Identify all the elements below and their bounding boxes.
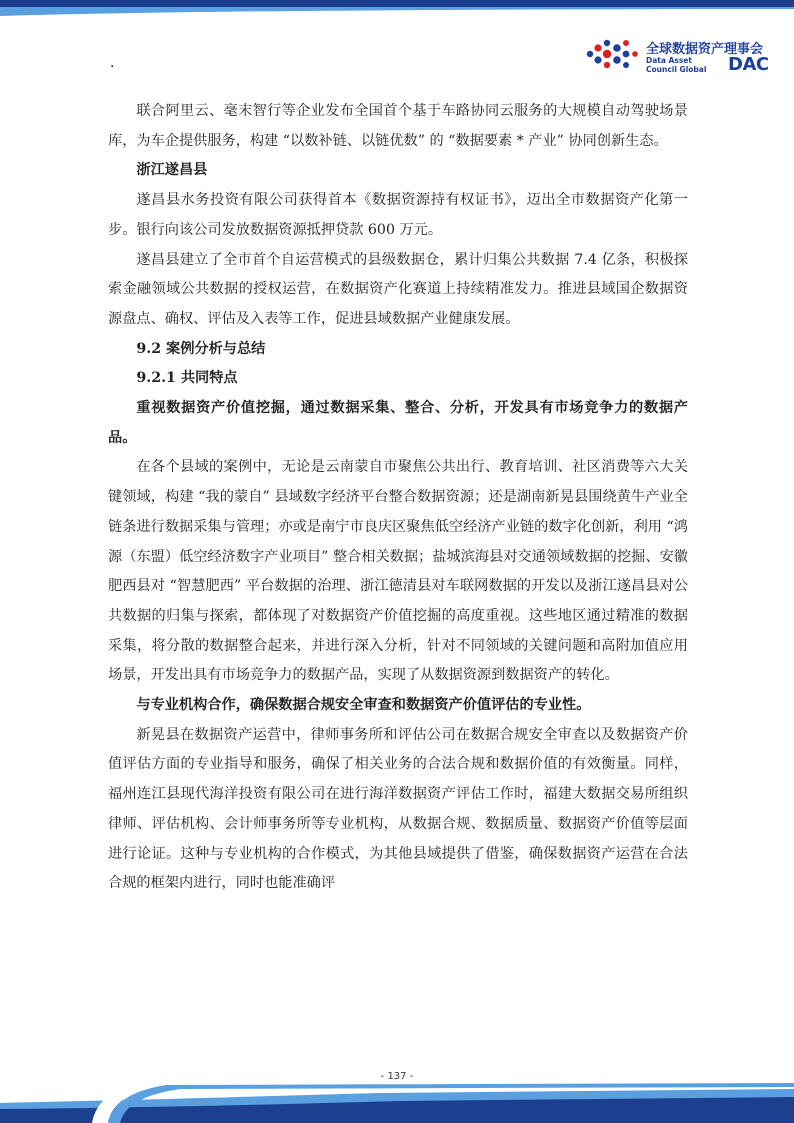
logo-name-cn: 全球数据资产理事会 (646, 42, 764, 57)
page-content (108, 97, 688, 899)
logo-name-en-line1: Data Asset (646, 56, 692, 65)
paragraph: 遂昌县水务投资有限公司获得首本《数据资源持有权证书》，迈出全市数据资产化第一步。银行向该公司发放数据资源抵押贷款 600 万元。 (108, 192, 688, 238)
bold-lead: 与专业机构合作，确保数据合规安全审查和数据资产价值评估的专业性。 (136, 697, 591, 714)
page-bullet: · (110, 59, 115, 75)
section-heading: 浙江遂昌县 (136, 162, 208, 179)
paragraph: 联合阿里云、毫末智行等企业发布全国首个基于车路协同云服务的大规模自动驾驶场景库，为车企提供服务，构建 “以数补链、以链优数” 的 “数据要素 * 产业” 协同创新生态。 (108, 103, 688, 149)
paragraph: 遂昌县建立了全市首个自运营模式的县级数据仓，累计归集公共数据 7.4 亿条，积极探索金融领域公共数据的授权运营，在数据资产化赛道上持续精准发力。推进县域国企数据资源盘点、确权、评估及入表等工作，促进县域数据产业健康发展。 (108, 251, 688, 327)
logo-mark-icon (584, 38, 644, 78)
subsection-heading: 9.2.1 共同特点 (136, 370, 238, 387)
footer-band (0, 1063, 794, 1123)
logo-name-en-line2: Council Global (646, 65, 707, 74)
page-number: - 137 - (380, 1071, 414, 1082)
paragraph: 新晃县在数据资产运营中，律师事务所和评估公司在数据合规安全审查以及数据资产价值评估方面的专业指导和服务，确保了相关业务的合法合规和数据价值的有效衡量。同样，福州连江县现代海洋投资有限公司在进行海洋数据资产评估工作时，福建大数据交易所组织律师、评估机构、会计师事务所等专业机构，从数据合规、数据质量、数据资产价值等层面进行论证。这种与专业机构的合作模式，为其他县域提供了借鉴，确保数据资产运营在合法合规的框架内进行，同时也能准确评 (108, 726, 688, 892)
paragraph: 在各个县域的案例中，无论是云南蒙自市聚焦公共出行、教育培训、社区消费等六大关键领域，构建 “我的蒙自” 县域数字经济平台整合数据资源；还是湖南新晃县围绕黄牛产业全链条进行数据采集与管理；亦或是南宁市良庆区聚焦低空经济产业链的数字化创新，利用 “鸿源（东盟）低空经济数字产业项目” 整合相关数据；盐城滨海县对交通领域数据的挖掘、安徽肥西县对 “智慧肥西” 平台数据的治理、浙江德清县对车联网数据的开发以及浙江遂昌县对公共数据的归集与探索，都体现了对数据资产价值挖掘的高度重视。这些地区通过精准的数据采集，将分散的数据整合起来，并进行深入分析，针对不同领域的关键问题和高附加值应用场景，开发出具有市场竞争力的数据产品，实现了从数据资源到数据资产的转化。 (108, 459, 688, 684)
header-band (0, 0, 794, 40)
bold-lead: 重视数据资产价值挖掘，通过数据采集、整合、分析，开发具有市场竞争力的数据产品。 (108, 400, 688, 446)
logo-abbr: DAC (728, 54, 769, 75)
section-heading: 9.2 案例分析与总结 (136, 340, 266, 357)
dac-logo (584, 38, 784, 78)
